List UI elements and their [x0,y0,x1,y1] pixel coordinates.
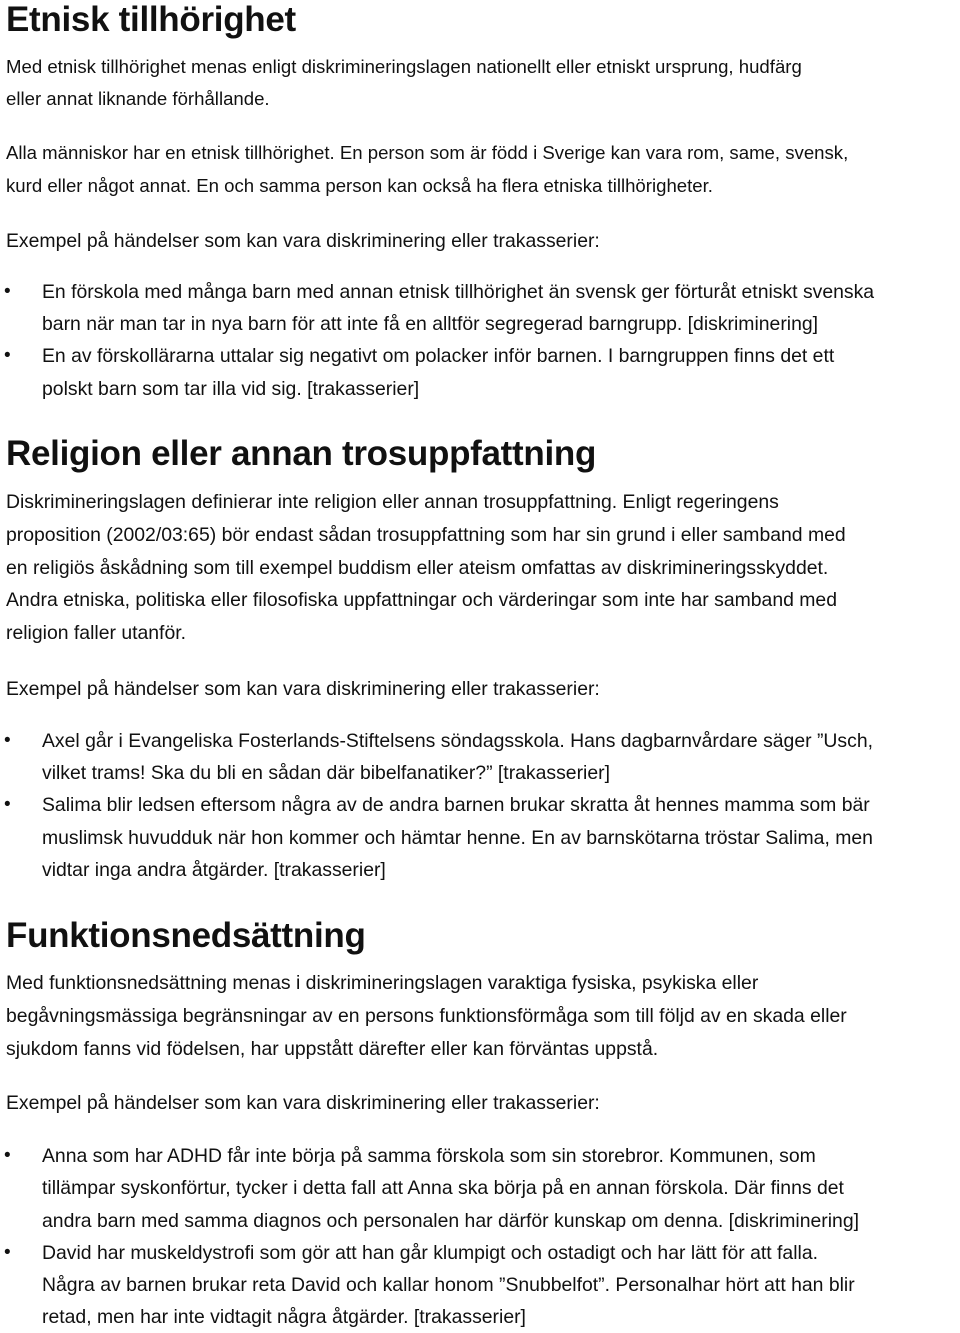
bullet-line: vilket trams! Ska du bli en sådan där bibelfanatiker?” [trakasserier] [42,762,610,784]
intro-line: Alla människor har en etnisk tillhörighet. En person som är född i Sverige kan vara rom, same, svensk, [6,142,849,163]
bullet-marker: • [4,281,11,302]
intro-line: begåvningsmässiga begränsningar av en persons funktionsförmåga som till följd av en skada eller [6,1005,847,1027]
bullet-line: En av förskollärarna uttalar sig negativt om polacker inför barnen. I barngruppen finns det ett [42,345,835,367]
bullet-line: David har muskeldystrofi som gör att han går klumpigt och ostadigt och har lätt för att falla. [42,1242,818,1264]
intro-line: Med funktionsnedsättning menas i diskrimineringslagen varaktiga fysiska, psykiska eller [6,972,759,994]
intro-line: sjukdom fanns vid födelsen, har uppstått därefter eller kan förväntas uppstå. [6,1038,659,1060]
section-heading-disability: Funktionsnedsättning [6,916,366,955]
bullet-marker: • [4,730,11,751]
section-heading-ethnicity: Etnisk tillhörighet [6,0,296,39]
intro-line: religion faller utanför. [6,622,187,644]
bullet-line: Några av barnen brukar reta David och kallar honom ”Snubbelfot”. Personalhar hört att han blir [42,1274,855,1296]
examples-label: Exempel på händelser som kan vara diskriminering eller trakasserier: [6,230,600,252]
bullet-marker: • [4,794,11,815]
intro-line: eller annat liknande förhållande. [6,88,270,109]
bullet-line: Axel går i Evangeliska Fosterlands-Stiftelsens söndagsskola. Hans dagbarnvårdare säger ”Usch, [42,730,873,752]
intro-line: Diskrimineringslagen definierar inte religion eller annan trosuppfattning. Enligt regeringens [6,491,779,513]
intro-line: en religiös åskådning som till exempel buddism eller ateism omfattas av diskrimineringsskyddet. [6,557,829,579]
bullet-marker: • [4,1242,11,1263]
bullet-line: vidtar inga andra åtgärder. [trakasserier] [42,859,386,881]
bullet-marker: • [4,345,11,366]
section-heading-religion: Religion eller annan trosuppfattning [6,434,597,473]
intro-line: Med etnisk tillhörighet menas enligt diskrimineringslagen nationellt eller etniskt ursprung, hudfärg [6,56,802,77]
bullet-line: tillämpar syskonförtur, tycker i detta fall att Anna ska börja på en annan förskola. Där finns det [42,1177,844,1199]
intro-line: kurd eller något annat. En och samma person kan också ha flera etniska tillhörigheter. [6,175,713,196]
bullet-line: En förskola med många barn med annan etnisk tillhörighet än svensk ger förturåt etniskt svenska [42,281,875,303]
bullet-line: barn när man tar in nya barn för att inte få en alltför segregerad barngrupp. [diskriminering] [42,313,819,335]
intro-line: proposition (2002/03:65) bör endast sådan trosuppfattning som har sin grund i eller samband med [6,524,846,546]
bullet-line: polskt barn som tar illa vid sig. [trakasserier] [42,378,420,400]
intro-line: Andra etniska, politiska eller filosofiska uppfattningar och värderingar som inte har samband med [6,589,838,611]
examples-label: Exempel på händelser som kan vara diskriminering eller trakasserier: [6,1092,600,1114]
bullet-marker: • [4,1145,11,1166]
bullet-line: Salima blir ledsen eftersom några av de andra barnen brukar skratta åt hennes mamma som bär [42,794,870,816]
bullet-line: Anna som har ADHD får inte börja på samma förskola som sin storebror. Kommunen, som [42,1145,816,1167]
examples-label: Exempel på händelser som kan vara diskriminering eller trakasserier: [6,678,600,700]
bullet-line: retad, men har inte vidtagit några åtgärder. [trakasserier] [42,1306,526,1328]
bullet-line: muslimsk huvudduk när hon kommer och hämtar henne. En av barnskötarna tröstar Salima, men [42,827,873,849]
bullet-line: andra barn med samma diagnos och personalen har därför kunskap om denna. [diskriminering] [42,1210,860,1232]
